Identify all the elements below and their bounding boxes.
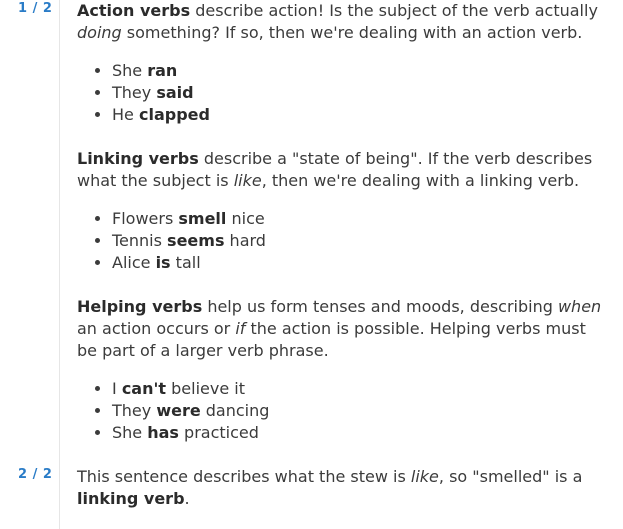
- linking-verbs-examples: [77, 208, 607, 274]
- list-item: • Tennis seems hard: [112, 230, 607, 252]
- helping-verbs-paragraph: Helping verbs help us form tenses and moods, describing when an action occurs or if the action is possible. Helping verbs must be part of a larger verb phrase.: [77, 297, 602, 360]
- list-item: • Flowers smell nice: [112, 208, 607, 230]
- list-item: • Alice is tall: [112, 252, 607, 274]
- list-item: • They said: [112, 82, 607, 104]
- stew-explanation-section: [77, 466, 607, 510]
- list-item: • I can't believe it: [112, 378, 607, 400]
- helping-verbs-section: [77, 296, 607, 460]
- helping-verbs-term: Helping verbs: [77, 297, 203, 316]
- linking-verb-term: linking verb: [77, 489, 185, 508]
- list-item: • They were dancing: [112, 400, 607, 422]
- step-counter-1: 1 / 2: [18, 1, 53, 16]
- linking-verbs-section: [77, 148, 607, 290]
- step-gutter: [0, 0, 60, 529]
- linking-verbs-term: Linking verbs: [77, 149, 199, 168]
- stew-explanation-paragraph: This sentence describes what the stew is like, so "smelled" is a linking verb.: [77, 467, 583, 508]
- action-verbs-examples: [77, 60, 607, 126]
- list-item: • He clapped: [112, 104, 607, 126]
- list-item: • She has practiced: [112, 422, 607, 444]
- action-verbs-term: Action verbs: [77, 1, 191, 20]
- action-verbs-section: [77, 0, 607, 142]
- list-item: • She ran: [112, 60, 607, 82]
- linking-verbs-paragraph: Linking verbs describe a "state of being". If the verb describes what the subject is like, then we're dealing with a linking verb.: [77, 149, 593, 190]
- helping-verbs-examples: [77, 378, 607, 444]
- step-counter-2: 2 / 2: [18, 467, 53, 482]
- action-verbs-paragraph: Action verbs describe action! Is the subject of the verb actually doing something? If so, then we're dealing with an action verb.: [77, 1, 598, 42]
